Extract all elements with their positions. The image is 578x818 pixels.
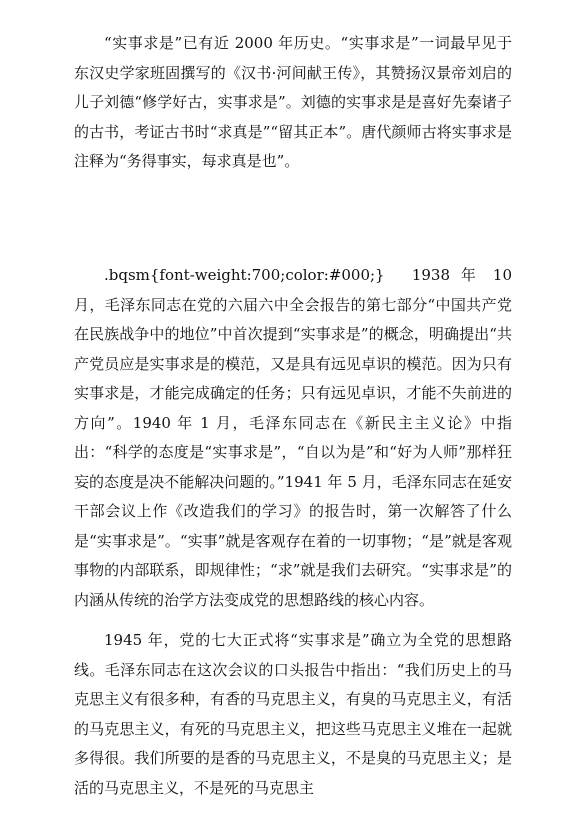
paragraph-origin-of-phrase: “实事求是”已有近 2000 年历史。“实事求是”一词最早见于东汉史学家班固撰写的《汉书·河间献王传》，其赞扬汉景帝刘启的儿子刘德“修学好古，实事求是”。刘德的实事求是是喜好先秦诸子的古书，考证古书时“求真是”“留其正本”。唐代颜师古将实事求是注释为“务得事实，每求真是也”。 — [74, 34, 512, 170]
paragraph-mao-1938-1941: .bqsm{font-weight:700;color:#000;} 1938 年 10 月，毛泽东同志在党的六届六中全会报告的第七部分“中国共产党在民族战争中的地位”中首次提到“实事求是”的概念，明确提出“共产党员应是实事求是的模范，又是具有远见卓识的模范。因为只有实事求是，才能完成确定的任务；只有远见卓识，才能不失前进的方向”。1940 年 1 月，毛泽东同志在《新民主主义论》中指出：“科学的态度是“实事求是”，“自以为是”和“好为人师”那样狂妄的态度是决不能解决问题的。”1941 年 5 月，毛泽东同志在延安干部会议上作《改造我们的学习》的报告时，第一次解答了什么是“实事求是”。“实事”就是客观存在着的一切事物；“是”就是客观事物的内部联系，即规律性；“求”就是我们去研究。“实事求是”的内涵从传统的治学方法变成党的思想路线的核心内容。 — [74, 266, 512, 609]
paragraph-seventh-congress-1945: 1945 年，党的七大正式将“实事求是”确立为全党的思想路线。毛泽东同志在这次会议的口头报告中指出：“我们历史上的马克思主义有很多种，有香的马克思主义，有臭的马克思主义，有活的马克思主义，有死的马克思主义，把这些马克思主义堆在一起就多得很。我们所要的是香的马克思主义，不是臭的马克思主义；是活的马克思主义，不是死的马克思主 — [74, 631, 512, 797]
